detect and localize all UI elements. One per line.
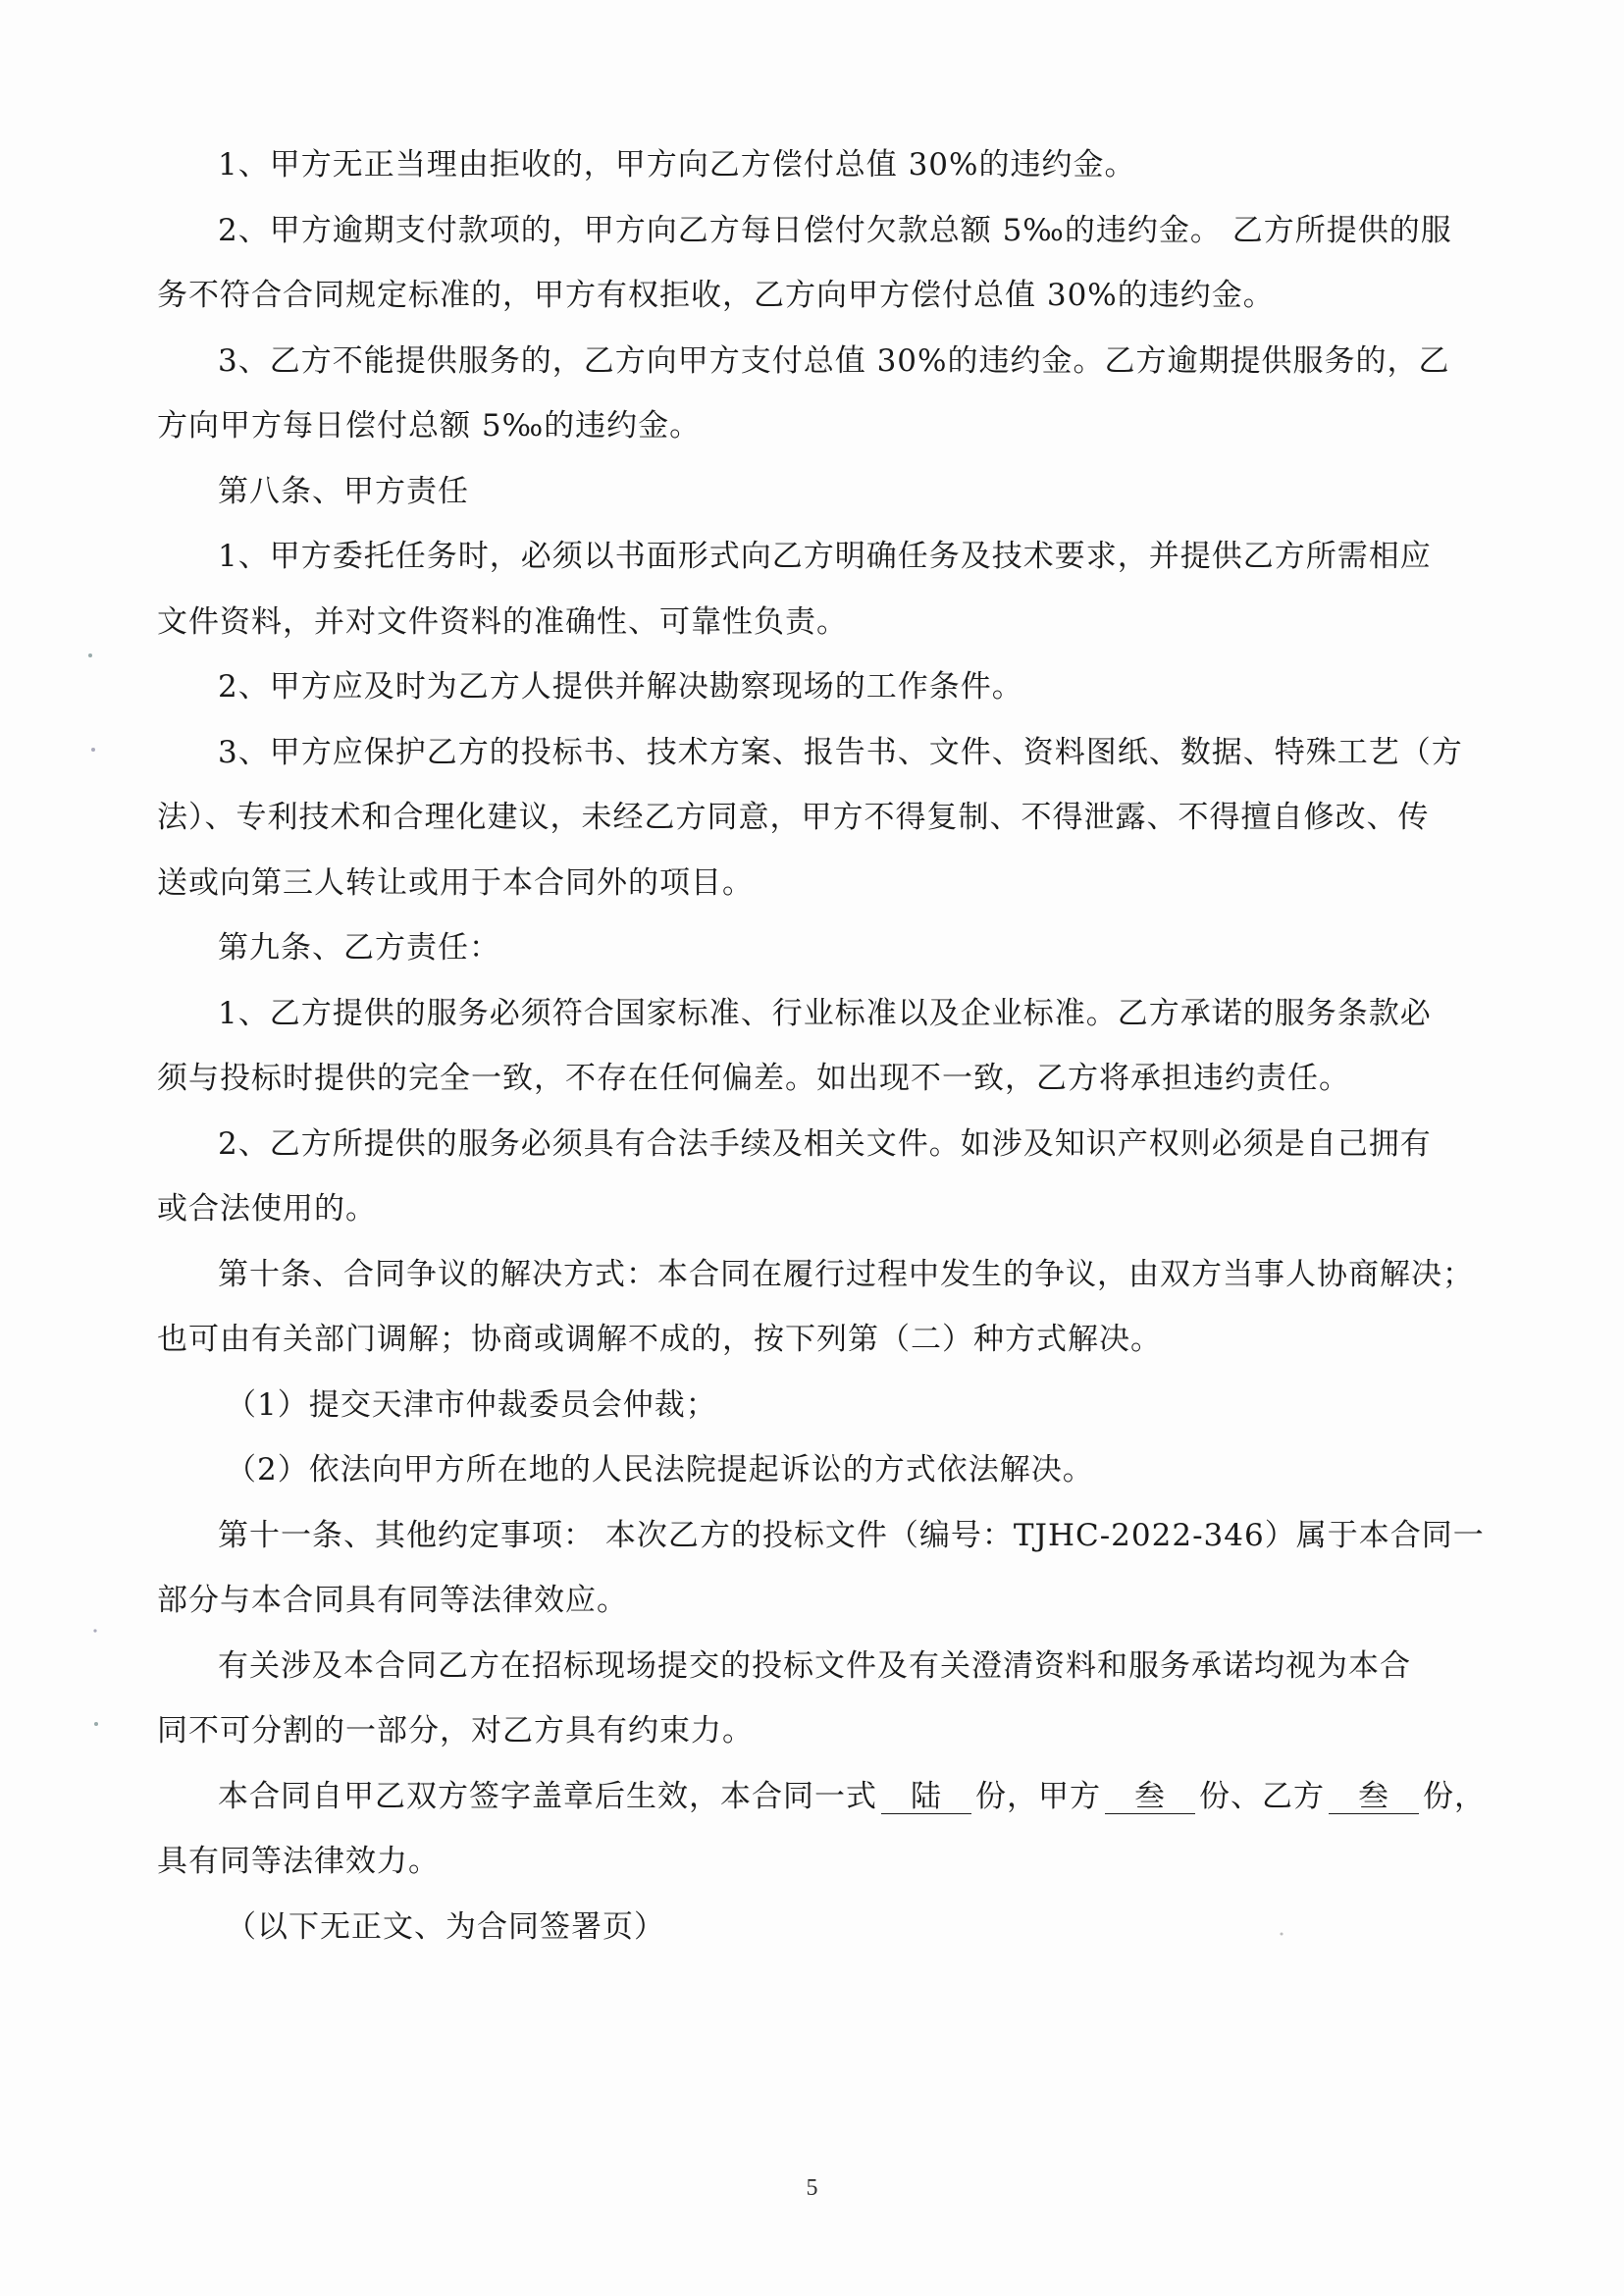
clause-line: 份、乙方 [1199,1778,1325,1814]
clause-line: 1、甲方无正当理由拒收的，甲方向乙方偿付总值 30%的违约金。 [218,147,1136,183]
clause-line: 同不可分割的一部分，对乙方具有约束力。 [157,1713,754,1748]
closing-note-text: （以下无正文、为合同签署页） [226,1908,665,1945]
clause-line: 具有同等法律效力。 [157,1844,440,1879]
clause-party-a-reject [157,132,1492,198]
clause-line: 文件资料，并对文件资料的准确性、可靠性负责。 [157,603,848,640]
clause-party-b-unable [157,329,1492,459]
clause-line: 法）、专利技术和合理化建议，未经乙方同意，甲方不得复制、不得泄露、不得擅自修改、传 [157,800,1430,835]
dispute-option-1 [157,1373,1492,1438]
clause-line: 1、甲方委托任务时，必须以书面形式向乙方明确任务及技术要求，并提供乙方所需相应 [218,539,1432,574]
page-number: 5 [806,2175,818,2201]
clause-line: 份，甲方 [975,1778,1101,1814]
clause-line: 份， [1423,1778,1486,1814]
article-heading: 第九条、乙方责任： [218,930,500,965]
article-heading: 第八条、甲方责任 [218,473,469,509]
effectiveness-clause [157,1764,1492,1895]
closing-note [157,1895,1492,1960]
clause-line: （2）依法向甲方所在地的人民法院提起诉讼的方式依法解决。 [226,1452,1094,1487]
article-8-heading [157,459,1492,525]
clause-line: 2、甲方应及时为乙方人提供并解决勘察现场的工作条件。 [218,669,1023,704]
article-9-heading [157,915,1492,981]
clause-line: 第十条、合同争议的解决方式：本合同在履行过程中发生的争议，由双方当事人协商解决； [218,1256,1474,1292]
total-copies-field: 陆 [881,1780,971,1814]
clause-line: 第十一条、其他约定事项： 本次乙方的投标文件（编号：TJHC-2022-346）属于本合同一 [218,1517,1485,1553]
clause-line: 2、乙方所提供的服务必须具有合法手续及相关文件。如涉及知识产权则必须是自己拥有 [218,1125,1432,1162]
clause-line: 送或向第三人转让或用于本合同外的项目。 [157,864,754,901]
article-8-item-3 [157,720,1492,916]
article-8-item-1 [157,524,1492,654]
article-10-dispute [157,1242,1492,1373]
contract-body [157,132,1492,1959]
clause-line: 3、甲方应保护乙方的投标书、技术方案、报告书、文件、资料图纸、数据、特殊工艺（方 [218,734,1463,770]
clause-line: 部分与本合同具有同等法律效应。 [157,1583,628,1618]
clause-line: 或合法使用的。 [157,1191,377,1226]
clause-line: 务不符合合同规定标准的，甲方有权拒收，乙方向甲方偿付总值 30%的违约金。 [157,278,1275,313]
clause-line: 方向甲方每日偿付总额 5‰的违约金。 [157,408,702,444]
party-b-copies-field: 叁 [1329,1780,1419,1814]
clause-overdue-payment [157,198,1492,329]
article-11-other [157,1503,1492,1634]
clause-line: 本合同自甲乙双方签字盖章后生效，本合同一式 [218,1778,877,1814]
clause-line: 2、甲方逾期支付款项的，甲方向乙方每日偿付欠款总额 5‰的违约金。 乙方所提供的服 [218,212,1452,248]
clause-line: （1）提交天津市仲裁委员会仲裁； [226,1386,717,1423]
article-8-item-2 [157,654,1492,720]
clause-line: 有关涉及本合同乙方在招标现场提交的投标文件及有关澄清资料和服务承诺均视为本合 [218,1647,1411,1684]
clause-line: 3、乙方不能提供服务的，乙方向甲方支付总值 30%的违约金。乙方逾期提供服务的，乙 [218,342,1450,379]
bid-documents-clause [157,1634,1492,1764]
clause-line: 也可由有关部门调解；协商或调解不成的，按下列第（二）种方式解决。 [157,1322,1162,1357]
clause-line: 1、乙方提供的服务必须符合国家标准、行业标准以及企业标准。乙方承诺的服务条款必 [218,995,1432,1031]
dispute-option-2 [157,1437,1492,1503]
party-a-copies-field: 叁 [1105,1780,1195,1814]
article-9-item-2 [157,1112,1492,1242]
clause-line: 须与投标时提供的完全一致，不存在任何偏差。如出现不一致，乙方将承担违约责任。 [157,1061,1350,1096]
article-9-item-1 [157,981,1492,1112]
